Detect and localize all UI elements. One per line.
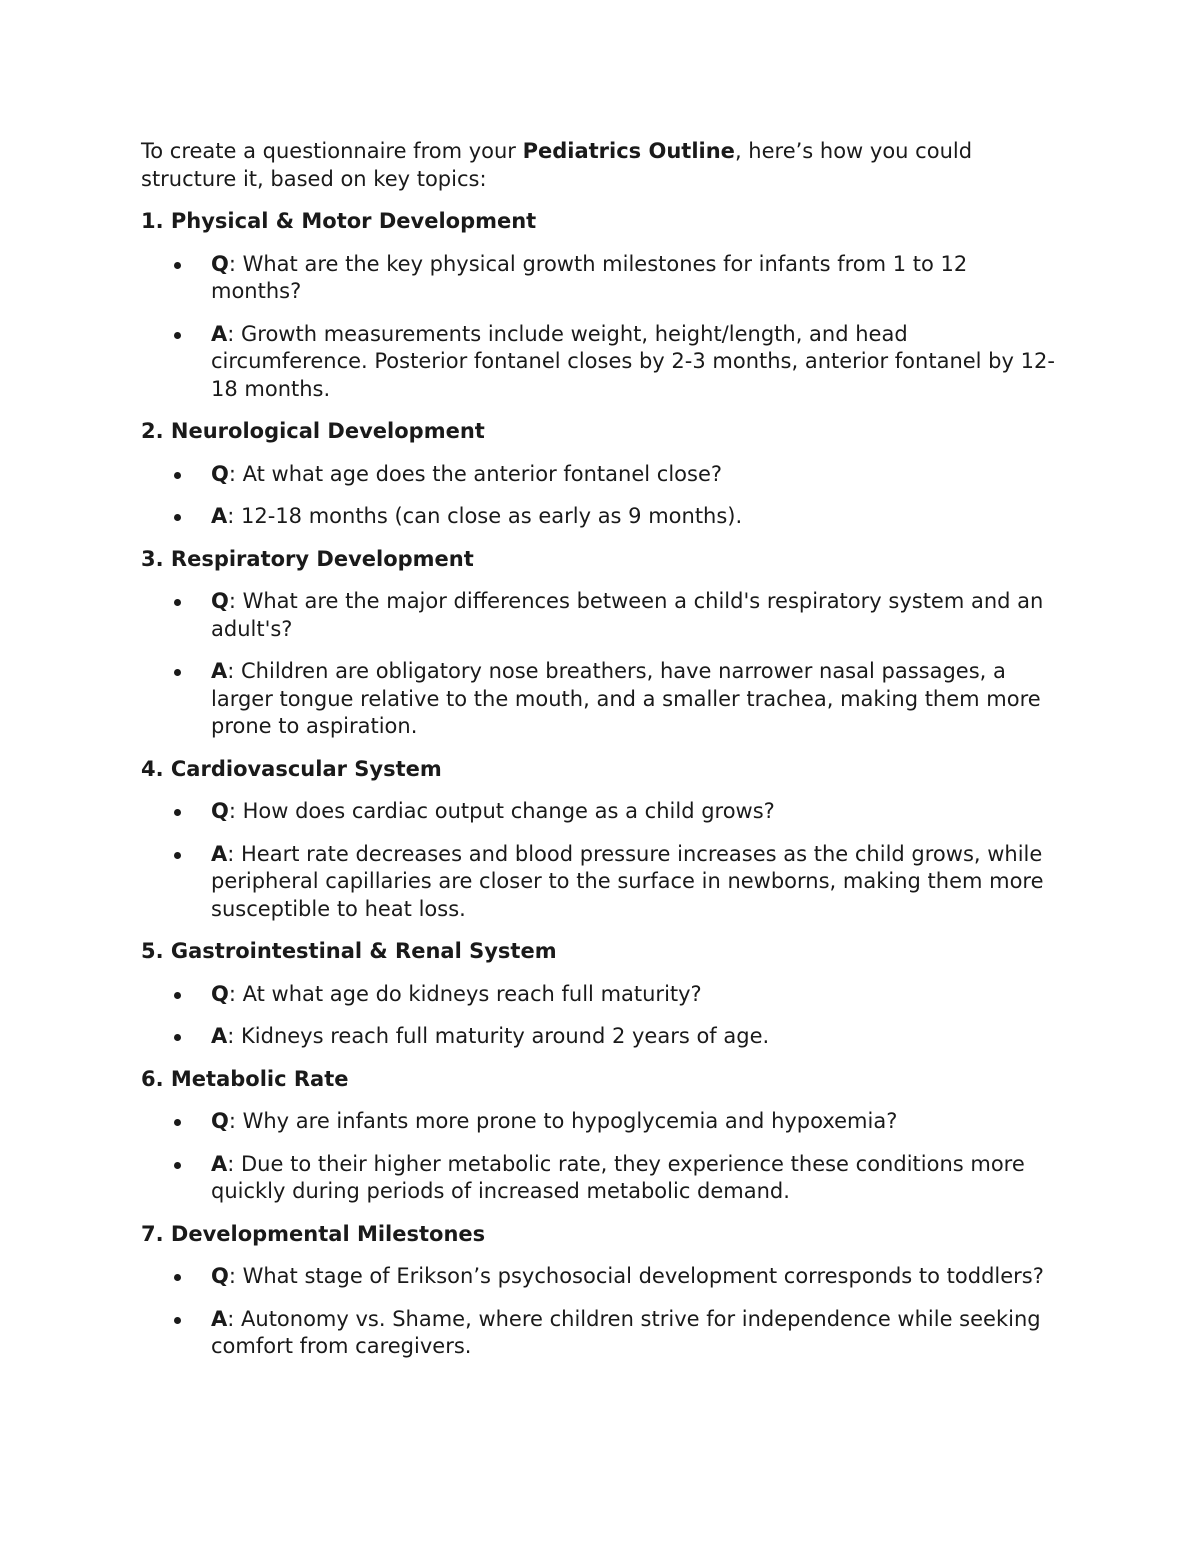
qa-text: : Heart rate decreases and blood pressure increases as the child grows, while peripheral capillaries are closer to the surface in newborns, making them more susceptible to heat loss.	[211, 841, 1044, 921]
qa-text: : What are the key physical growth milestones for infants from 1 to 12 months?	[211, 251, 968, 303]
qa-key-label: Q	[211, 589, 229, 613]
bullet-icon	[174, 472, 181, 479]
list-item	[141, 1263, 1061, 1291]
section-heading: 7. Developmental Milestones	[141, 1221, 486, 1246]
qa-key-label: A	[211, 504, 228, 528]
bullet-icon	[174, 262, 181, 269]
qa-key-label: Q	[211, 1264, 229, 1288]
list-item	[141, 1151, 1061, 1206]
qa-text: : At what age does the anterior fontanel close?	[228, 461, 723, 486]
qa-text: : At what age do kidneys reach full maturity?	[228, 981, 702, 1006]
qa-list	[141, 588, 1061, 741]
qa-key-label: A	[211, 1306, 228, 1331]
section-1	[141, 208, 1061, 403]
section-6	[141, 1066, 1061, 1206]
qa-text: : Autonomy vs. Shame, where children strive for independence while seeking comfort from caregivers.	[211, 1306, 1041, 1358]
intro-text-after: , here’s how you could structure it, based on key topics:	[141, 139, 973, 191]
list-item	[141, 981, 1061, 1009]
section-7	[141, 1221, 1061, 1361]
qa-text: : Due to their higher metabolic rate, they experience these conditions more quickly during periods of increased metabolic demand.	[211, 1151, 1025, 1203]
bullet-icon	[174, 992, 181, 999]
qa-list	[141, 1263, 1061, 1361]
list-item	[141, 1108, 1061, 1136]
section-4	[141, 756, 1061, 924]
qa-text: : What are the major differences between a child's respiratory system and an adult's?	[211, 589, 1044, 641]
bullet-icon	[174, 1162, 181, 1169]
list-item	[141, 798, 1061, 826]
section-heading: 6. Metabolic Rate	[141, 1066, 349, 1091]
section-heading: 3. Respiratory Development	[141, 546, 474, 571]
section-3	[141, 546, 1061, 741]
list-item	[141, 321, 1061, 404]
qa-text: : Growth measurements include weight, height/length, and head circumference. Posterior fontanel closes by 2-3 months, anterior fontanel by 12-18 months.	[211, 321, 1055, 401]
document-page	[141, 138, 1061, 1376]
bullet-icon	[174, 809, 181, 816]
bullet-icon	[174, 669, 181, 676]
list-item	[141, 1306, 1061, 1361]
bullet-icon	[174, 599, 181, 606]
qa-key-label: A	[211, 321, 228, 346]
section-heading: 4. Cardiovascular System	[141, 756, 442, 781]
qa-key-label: Q	[211, 1109, 229, 1133]
bullet-icon	[174, 332, 181, 339]
bullet-icon	[174, 1119, 181, 1126]
bullet-icon	[174, 1034, 181, 1041]
qa-text: : What stage of Erikson’s psychosocial development corresponds to toddlers?	[228, 1264, 1044, 1288]
qa-list	[141, 798, 1061, 923]
qa-list	[141, 1108, 1061, 1206]
intro-text-before: To create a questionnaire from your	[141, 139, 523, 163]
qa-list	[141, 251, 1061, 404]
qa-text: : Children are obligatory nose breathers, have narrower nasal passages, a larger tongue relative to the mouth, and a smaller trachea, making them more prone to aspiration.	[211, 659, 1041, 738]
qa-key-label: Q	[211, 461, 229, 486]
bullet-icon	[174, 1317, 181, 1324]
qa-text: : Kidneys reach full maturity around 2 years of age.	[227, 1024, 770, 1048]
qa-text: : How does cardiac output change as a child grows?	[228, 799, 775, 823]
section-5	[141, 938, 1061, 1051]
qa-key-label: A	[211, 659, 228, 683]
qa-list	[141, 981, 1061, 1051]
section-2	[141, 418, 1061, 531]
qa-list	[141, 461, 1061, 531]
list-item	[141, 658, 1061, 741]
bullet-icon	[174, 514, 181, 521]
section-heading: 1. Physical & Motor Development	[141, 209, 537, 233]
section-heading: 5. Gastrointestinal & Renal System	[141, 939, 557, 963]
list-item	[141, 461, 1061, 489]
qa-key-label: Q	[211, 981, 229, 1006]
list-item	[141, 503, 1061, 531]
intro-emphasis: Pediatrics Outline	[522, 139, 735, 163]
sections-container	[141, 208, 1061, 1361]
bullet-icon	[174, 852, 181, 859]
list-item	[141, 1023, 1061, 1051]
intro-paragraph	[141, 138, 1061, 193]
qa-key-label: A	[211, 841, 228, 866]
qa-key-label: Q	[211, 799, 229, 823]
qa-text: : 12-18 months (can close as early as 9 months).	[227, 504, 743, 528]
qa-key-label: A	[211, 1151, 228, 1176]
qa-key-label: Q	[211, 251, 229, 276]
qa-text: : Why are infants more prone to hypoglycemia and hypoxemia?	[228, 1109, 898, 1133]
list-item	[141, 588, 1061, 643]
qa-key-label: A	[211, 1024, 228, 1048]
list-item	[141, 251, 1061, 306]
section-heading: 2. Neurological Development	[141, 419, 485, 443]
bullet-icon	[174, 1274, 181, 1281]
list-item	[141, 841, 1061, 924]
